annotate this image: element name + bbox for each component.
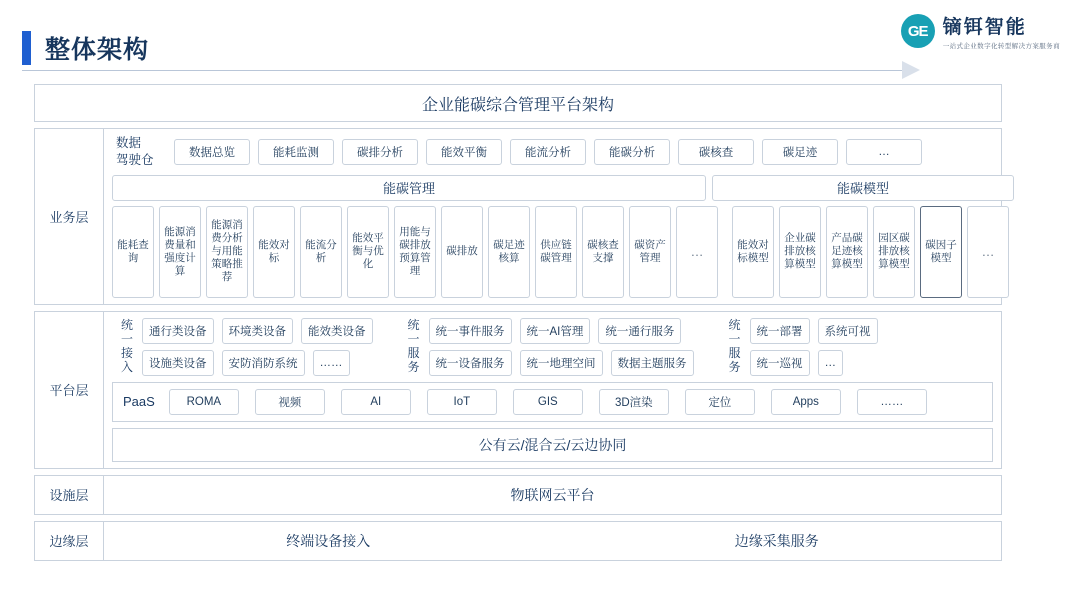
paas-chip[interactable]: IoT xyxy=(427,389,497,415)
edge-layer-label: 边缘层 xyxy=(35,522,104,560)
model-cell-more[interactable]: … xyxy=(967,206,1009,298)
mgmt-cell[interactable]: 供应链碳管理 xyxy=(535,206,577,298)
unified-access-label: 统 一 接 入 xyxy=(120,318,133,374)
logo-icon: GE xyxy=(901,14,935,48)
data-cockpit-title: 数据 驾驶仓 xyxy=(116,136,154,167)
facility-layer xyxy=(34,475,1002,515)
cockpit-chip[interactable]: 能耗监测 xyxy=(258,139,334,165)
model-cell[interactable]: 产品碳足迹核算模型 xyxy=(826,206,868,298)
logo-subtitle: 一站式企业数字化转型解决方案服务商 xyxy=(942,43,1060,50)
model-cell[interactable]: 园区碳排放核算模型 xyxy=(873,206,915,298)
access-chip[interactable]: 安防消防系统 xyxy=(222,350,305,376)
business-layer-label: 业务层 xyxy=(35,129,104,304)
edge-layer xyxy=(34,521,1002,561)
edge-collection-service: 边缘采集服务 xyxy=(734,532,819,549)
mgmt-cell-more[interactable]: … xyxy=(676,206,718,298)
access-chip-more[interactable]: …… xyxy=(313,350,350,376)
mgmt-cell[interactable]: 能耗查询 xyxy=(112,206,154,298)
access-chip[interactable]: 能效类设备 xyxy=(301,318,373,344)
mgmt-cell[interactable]: 碳核查支撑 xyxy=(582,206,624,298)
paas-chip[interactable]: AI xyxy=(341,389,411,415)
service-chip[interactable]: 数据主题服务 xyxy=(611,350,694,376)
paas-chip[interactable]: 定位 xyxy=(685,389,755,415)
mgmt-cell[interactable]: 碳足迹核算 xyxy=(488,206,530,298)
cockpit-chip[interactable]: 能流分析 xyxy=(510,139,586,165)
ops-chip[interactable]: 统一巡视 xyxy=(750,350,810,376)
mgmt-cell[interactable]: 碳排放 xyxy=(441,206,483,298)
ops-chip-more[interactable]: … xyxy=(818,350,844,376)
business-layer xyxy=(34,128,1002,305)
paas-chip[interactable]: Apps xyxy=(771,389,841,415)
paas-row xyxy=(112,382,993,422)
architecture-diagram xyxy=(34,84,1002,567)
facility-layer-content: 物联网云平台 xyxy=(510,486,595,503)
cloud-row: 公有云/混合云/云边协同 xyxy=(112,428,993,462)
paas-chip[interactable]: GIS xyxy=(513,389,583,415)
unified-service-label: 统 一 服 务 xyxy=(407,318,420,374)
edge-terminal-access: 终端设备接入 xyxy=(286,532,371,549)
access-chip[interactable]: 设施类设备 xyxy=(142,350,214,376)
brand-logo xyxy=(901,12,1060,50)
cockpit-chip[interactable]: 能碳分析 xyxy=(594,139,670,165)
service-chip[interactable]: 统一事件服务 xyxy=(429,318,512,344)
mgmt-cell[interactable]: 能源消费量和强度计算 xyxy=(159,206,201,298)
platform-title-band: 企业能碳综合管理平台架构 xyxy=(34,84,1002,122)
paas-label: PaaS xyxy=(123,394,155,410)
title-underline xyxy=(22,70,902,71)
business-cells xyxy=(112,206,1014,298)
page-title-wrap xyxy=(22,30,149,66)
paas-chip[interactable]: 3D渲染 xyxy=(599,389,669,415)
platform-layer xyxy=(34,311,1002,469)
model-cell[interactable]: 企业碳排放核算模型 xyxy=(779,206,821,298)
paas-chip[interactable]: ROMA xyxy=(169,389,239,415)
access-chip[interactable]: 环境类设备 xyxy=(222,318,294,344)
energy-carbon-model-cells xyxy=(732,206,1014,298)
mgmt-cell[interactable]: 碳资产管理 xyxy=(629,206,671,298)
mgmt-cell[interactable]: 能流分析 xyxy=(300,206,342,298)
ops-chip[interactable]: 系统可视 xyxy=(818,318,878,344)
unified-service-ops-label: 统 一 服 务 xyxy=(728,318,741,374)
facility-layer-label: 设施层 xyxy=(35,476,104,514)
access-chip-grid xyxy=(142,318,381,376)
energy-carbon-management-cells xyxy=(112,206,723,298)
access-chip[interactable]: 通行类设备 xyxy=(142,318,214,344)
ops-chip[interactable]: 统一部署 xyxy=(750,318,810,344)
group-header-energy-carbon-management: 能碳管理 xyxy=(112,175,706,201)
data-cockpit-row xyxy=(112,135,1014,169)
paas-chip-more[interactable]: …… xyxy=(857,389,927,415)
paas-chip[interactable]: 视频 xyxy=(255,389,325,415)
logo-name: 镝铒智能 xyxy=(942,17,1027,38)
mgmt-cell[interactable]: 能源消费分析与用能策略推荐 xyxy=(206,206,248,298)
service-chip[interactable]: 统一通行服务 xyxy=(598,318,681,344)
service-chip[interactable]: 统一地理空间 xyxy=(520,350,603,376)
mgmt-cell[interactable]: 能效对标 xyxy=(253,206,295,298)
title-accent-bar xyxy=(22,31,31,65)
business-group-headers xyxy=(112,175,1014,201)
cockpit-chip[interactable]: 数据总览 xyxy=(174,139,250,165)
model-cell[interactable]: 能效对标模型 xyxy=(732,206,774,298)
page-title: 整体架构 xyxy=(45,36,150,64)
cockpit-chip[interactable]: 碳足迹 xyxy=(762,139,838,165)
service-chip[interactable]: 统一设备服务 xyxy=(429,350,512,376)
platform-layer-label: 平台层 xyxy=(35,312,104,468)
group-header-energy-carbon-model: 能碳模型 xyxy=(712,175,1014,201)
service-chip[interactable]: 统一AI管理 xyxy=(520,318,591,344)
mgmt-cell[interactable]: 用能与碳排放预算管理 xyxy=(394,206,436,298)
ops-chip-grid xyxy=(750,318,886,376)
model-cell-selected[interactable]: 碳因子模型 xyxy=(920,206,962,298)
cockpit-chip[interactable]: 碳排分析 xyxy=(342,139,418,165)
cockpit-chip[interactable]: 能效平衡 xyxy=(426,139,502,165)
cockpit-chip[interactable]: 碳核查 xyxy=(678,139,754,165)
service-chip-grid xyxy=(429,318,702,376)
platform-top-row xyxy=(112,318,993,376)
mgmt-cell[interactable]: 能效平衡与优化 xyxy=(347,206,389,298)
cockpit-chip-more[interactable]: … xyxy=(846,139,922,165)
